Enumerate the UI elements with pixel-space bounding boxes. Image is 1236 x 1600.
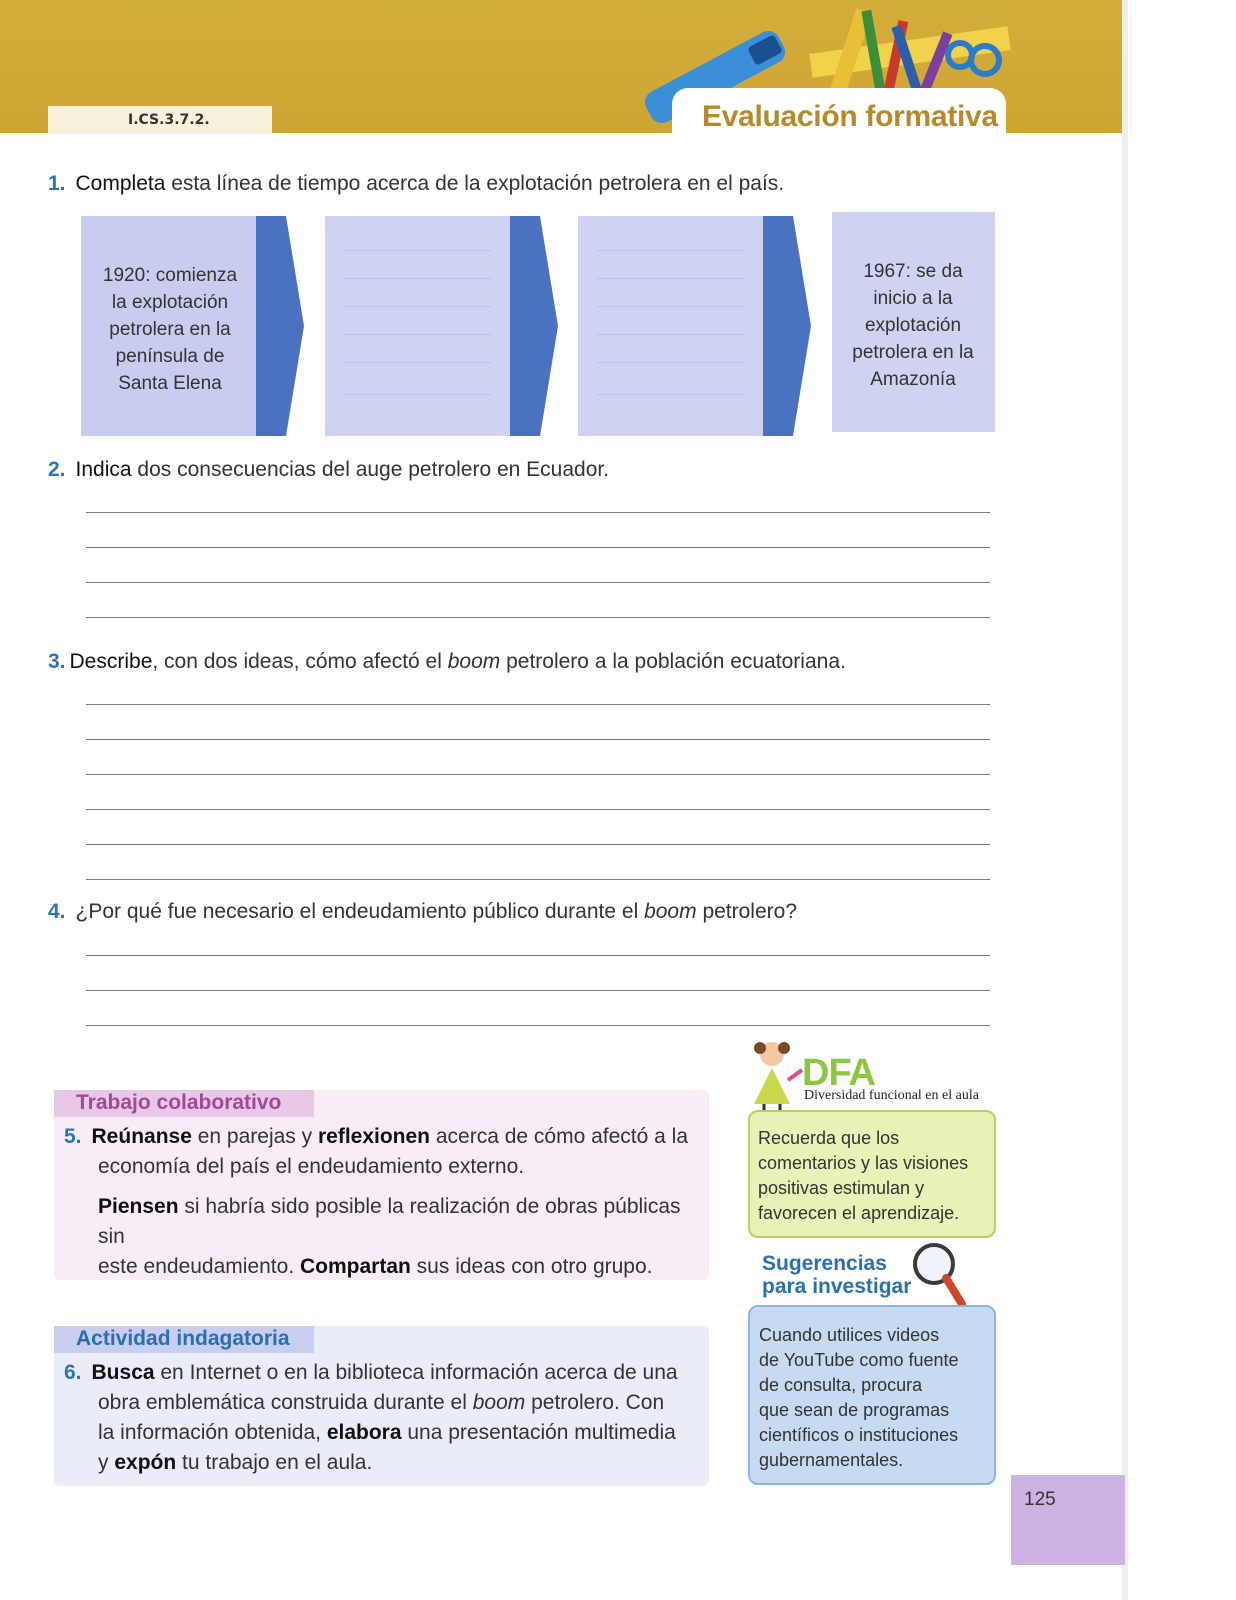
answer-line[interactable]: [86, 955, 990, 956]
collaborative-tag: Trabajo colaborativo: [54, 1090, 314, 1117]
writing-guide-line: [342, 278, 492, 279]
magnifying-glass-icon: [910, 1240, 970, 1312]
timeline-text-1: 1920: comienza la explotación petrolera en la península de Santa Elena: [102, 265, 238, 394]
research-text: 6. Busca en Internet o en la biblioteca información acerca de una obra emblemática construida durante el boom petrolero. Con la información obtenida, elabora una presentación multimedia y expón tu trabajo en el aula.: [64, 1361, 678, 1474]
question-number: 4.: [48, 900, 66, 923]
question-verb: Completa: [75, 172, 166, 195]
writing-guide-line: [342, 250, 492, 251]
timeline-arrow-2: [510, 216, 558, 436]
question-verb: Indica: [75, 458, 132, 481]
answer-line[interactable]: [86, 582, 990, 583]
indicator-code: I.CS.3.7.2.: [48, 106, 272, 134]
page-number: 125: [1024, 1489, 1056, 1510]
answer-line[interactable]: [86, 1025, 990, 1026]
writing-guide-line: [342, 306, 492, 307]
dfa-title: DFA: [802, 1052, 875, 1094]
question-number: 6.: [64, 1361, 82, 1384]
writing-guide-line: [596, 250, 746, 251]
timeline-text-4: 1967: se da inicio a la explotación petrolera en la Amazonía: [852, 261, 974, 390]
question-text: , con dos ideas, cómo afectó el: [152, 650, 448, 673]
question-italic: boom: [447, 650, 501, 673]
writing-guide-line: [342, 362, 492, 363]
question-text: dos consecuencias del auge petrolero en Ecuador.: [131, 458, 610, 481]
question-text: ¿Por qué fue necesario el endeudamiento público durante el: [75, 900, 645, 923]
page-edge: [1122, 0, 1128, 1600]
suggestions-text: Cuando utilices videos de YouTube como fuente de consulta, procura que sean de programas científicos o instituciones gubernamentales.: [759, 1325, 959, 1470]
writing-guide-line: [342, 334, 492, 335]
answer-line[interactable]: [86, 774, 990, 775]
question-number: 1.: [48, 172, 66, 195]
answer-line[interactable]: [86, 739, 990, 740]
writing-guide-line: [596, 278, 746, 279]
research-tag: Actividad indagatoria: [54, 1326, 314, 1353]
question-number: 3.: [48, 650, 66, 673]
answer-line[interactable]: [86, 844, 990, 845]
writing-guide-line: [596, 306, 746, 307]
timeline-box-2[interactable]: [325, 216, 511, 436]
question-text: esta línea de tiempo acerca de la explotación petrolera en el país.: [165, 172, 785, 195]
dfa-subtitle: Diversidad funcional en el aula: [804, 1088, 979, 1103]
question-number: 5.: [64, 1125, 82, 1148]
question-4: [48, 900, 797, 924]
suggestions-title: Sugerencias para investigar: [762, 1252, 912, 1298]
girl-mascot-icon: [738, 1038, 808, 1114]
collaborative-text: 5. Reúnanse en parejas y reflexionen acerca de cómo afectó a la economía del país el endeudamiento externo. Piensen si habría sido posible la realización de obras públicas sin este endeudamiento. Compartan sus ideas con otro grupo.: [64, 1125, 688, 1278]
answer-line[interactable]: [86, 617, 990, 618]
dfa-note-text: Recuerda que los comentarios y las visiones positivas estimulan y favorecen el aprendizaje.: [758, 1128, 969, 1223]
timeline-arrow-1: [256, 216, 304, 436]
question-3: [48, 650, 846, 674]
answer-line[interactable]: [86, 809, 990, 810]
answer-line[interactable]: [86, 879, 990, 880]
question-verb: Describe: [69, 650, 153, 673]
writing-guide-line: [596, 334, 746, 335]
question-text: petrolero a la población ecuatoriana.: [500, 650, 846, 673]
writing-guide-line: [342, 394, 492, 395]
question-2: [48, 458, 609, 482]
question-1: [48, 172, 784, 196]
answer-line[interactable]: [86, 547, 990, 548]
timeline-box-3[interactable]: [578, 216, 764, 436]
writing-guide-line: [596, 394, 746, 395]
writing-guide-line: [596, 362, 746, 363]
answer-line[interactable]: [86, 512, 990, 513]
answer-line[interactable]: [86, 704, 990, 705]
timeline-arrow-3: [763, 216, 811, 436]
answer-line[interactable]: [86, 990, 990, 991]
question-italic: boom: [644, 900, 697, 923]
question-text: petrolero?: [696, 900, 798, 923]
question-number: 2.: [48, 458, 66, 481]
page-title: Evaluación formativa: [702, 100, 998, 133]
